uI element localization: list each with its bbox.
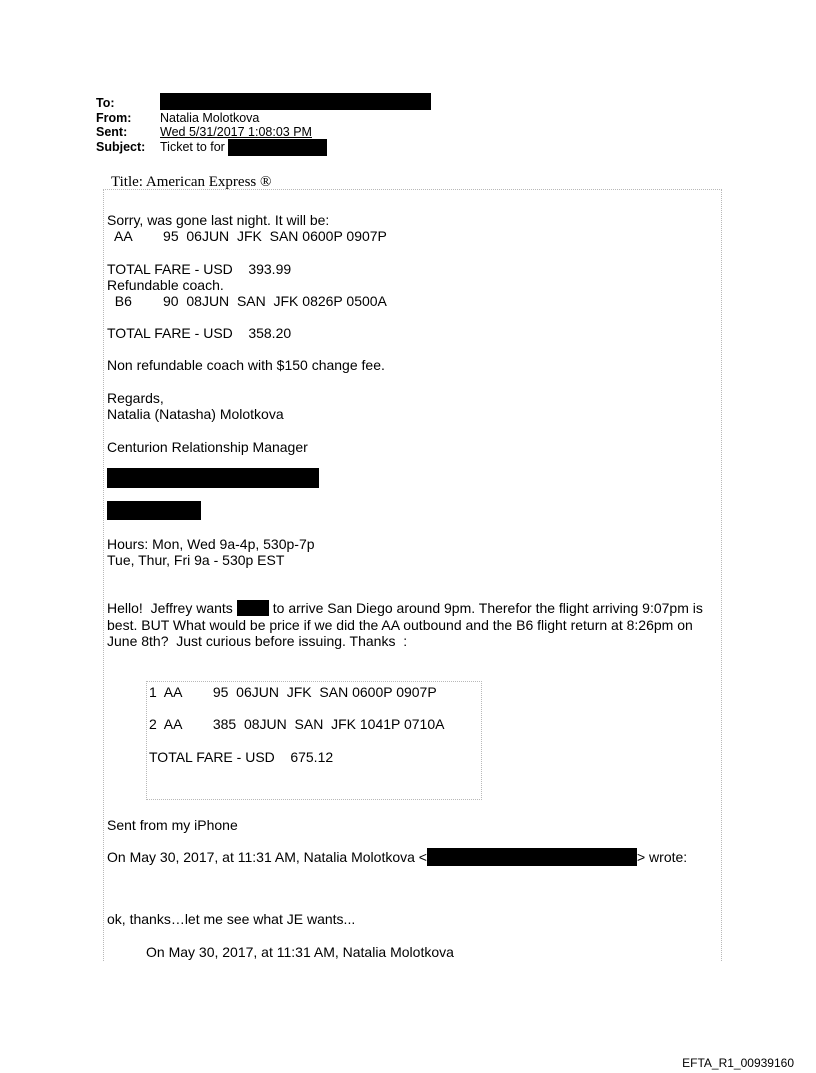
quote-header-text: On May 30, 2017, at 11:31 AM, Natalia Molotkova < [107,849,427,865]
sent-value: Wed 5/31/2017 1:08:03 PM [160,125,312,139]
document-id: EFTA_R1_00939160 [682,1056,794,1070]
signature-title: Centurion Relationship Manager [107,439,308,455]
email-header [96,96,431,154]
hours-line: Hours: Mon, Wed 9a-4p, 530p-7p [107,536,315,552]
reply-line: June 8th? Just curious before issuing. Thanks : [107,633,408,649]
subject-label: Subject: [96,139,146,154]
from-value: Natalia Molotkova [160,110,260,125]
reply-text: to arrive San Diego around 9pm. Therefor the flight arriving 9:07pm is [272,600,703,616]
reply-text: Hello! Jeffrey wants [107,600,233,616]
message-title: Title: American Express ® [111,174,272,190]
from-label: From: [96,110,132,125]
sent-row [96,125,431,140]
itinerary-fare: TOTAL FARE - USD 675.12 [149,749,334,765]
to-label: To: [96,96,115,110]
quote-header-text: > wrote: [636,849,688,865]
signature-name: Natalia (Natasha) Molotkova [107,406,284,422]
body-line: Sorry, was gone last night. It will be: [107,212,330,228]
fare-line: TOTAL FARE - USD 393.99 [107,261,292,277]
signature-line: Regards, [107,390,164,406]
quote-header-line [107,849,687,866]
flight-line: B6 90 08JUN SAN JFK 0826P 0500A [107,293,387,309]
fare-line: TOTAL FARE - USD 358.20 [107,325,292,341]
from-row [96,111,431,126]
hours-line: Tue, Thur, Fri 9a - 530p EST [107,552,285,568]
redaction-block [228,139,327,156]
quote-header-line: On May 30, 2017, at 11:31 AM, Natalia Molotkova [146,944,454,960]
body-line: Refundable coach. [107,277,224,293]
subject-value: Ticket to for [160,139,225,154]
flight-line: AA 95 06JUN JFK SAN 0600P 0907P [107,228,387,244]
subject-row [96,140,431,155]
reply-line: best. BUT What would be price if we did the AA outbound and the B6 flight return at 8:26pm on [107,617,693,633]
redaction-block [237,600,269,616]
itinerary-line: 1 AA 95 06JUN JFK SAN 0600P 0907P [149,684,437,700]
redaction-block [107,501,201,520]
redaction-block [107,468,319,488]
redaction-block [427,848,637,866]
to-row [96,96,431,111]
sent-label: Sent: [96,125,128,139]
itinerary-line: 2 AA 385 08JUN SAN JFK 1041P 0710A [149,716,445,732]
redaction-block [160,93,431,110]
sent-from-line: Sent from my iPhone [107,817,238,833]
quoted-reply-line: ok, thanks…let me see what JE wants... [107,911,356,927]
body-line: Non refundable coach with $150 change fee. [107,357,385,373]
reply-line [107,600,703,616]
